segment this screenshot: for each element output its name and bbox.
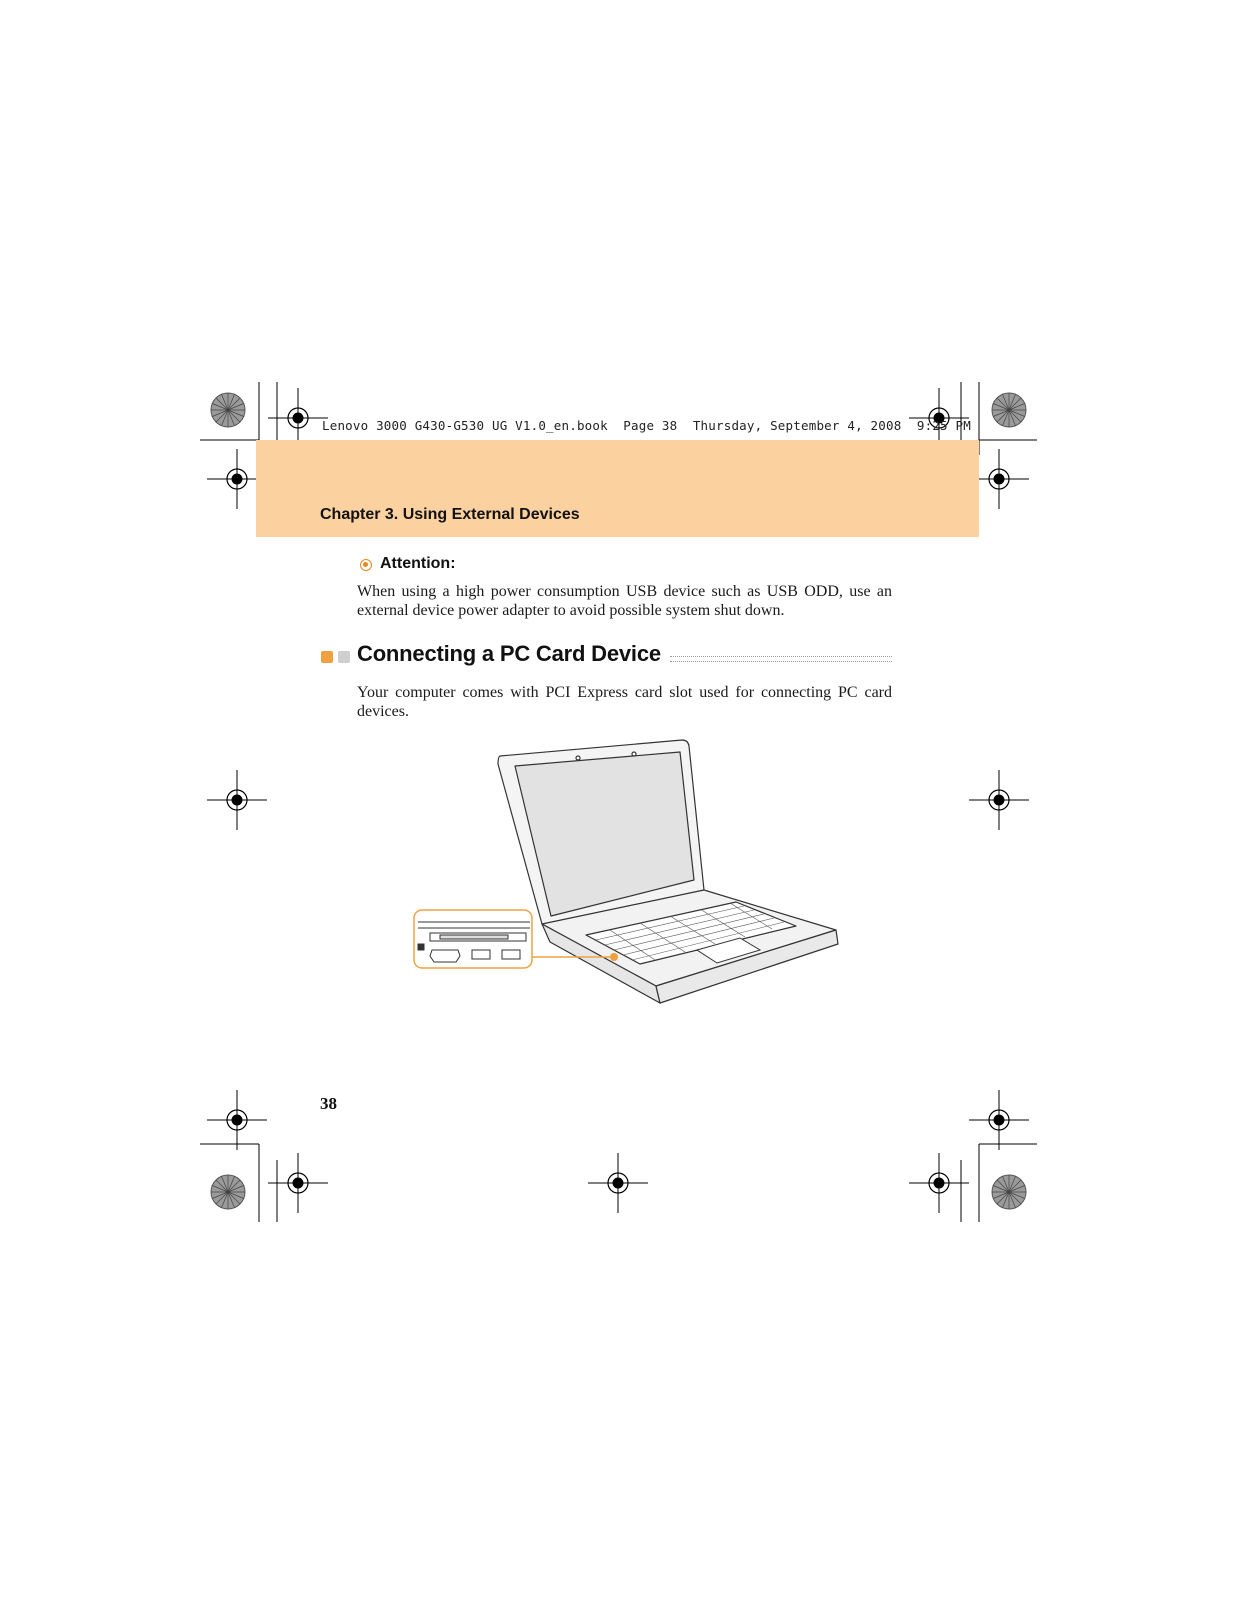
section-title: Connecting a PC Card Device [357,641,661,666]
page-number: 38 [320,1094,337,1113]
target-circle-icon [360,559,372,571]
star-target-top-left [211,393,245,427]
registration-mark [207,1090,267,1150]
section-rule [670,656,892,662]
registration-mark [969,770,1029,830]
section-bullet-icon [321,651,333,663]
star-target-bottom-left [211,1175,245,1209]
attention-text: When using a high power consumption USB device such as USB ODD, use an external device power adapter to avoid possible system shut down. [357,583,892,619]
section-bullet-icon [338,651,350,663]
registration-mark [588,1153,648,1213]
star-target-bottom-right [992,1175,1026,1209]
chapter-title: Chapter 3. Using External Devices [320,506,580,523]
section-body: Your computer comes with PCI Express card slot used for connecting PC card devices. [357,684,892,720]
registration-mark [909,1153,969,1213]
laptop-illustration [410,730,850,1020]
registration-mark [207,770,267,830]
registration-mark [969,1090,1029,1150]
star-target-top-right [992,393,1026,427]
attention-label: Attention: [380,555,456,572]
print-header: Lenovo 3000 G430-G530 UG V1.0_en.book Page 38 Thursday, September 4, 2008 9:25 PM [322,418,971,433]
